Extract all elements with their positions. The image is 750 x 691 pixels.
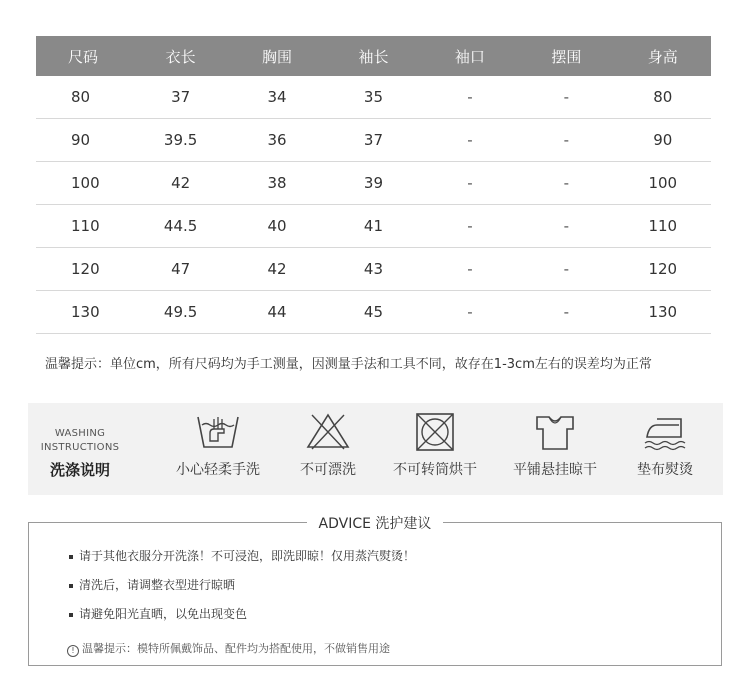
table-cell: - [518,205,614,248]
washing-instructions-band [28,403,723,495]
table-cell: 90 [615,119,711,162]
table-cell: 34 [229,76,325,119]
table-row [36,162,711,205]
advice-title-wrapper [29,513,721,533]
wash-label-no-tumble-dry: 不可转筒烘干 [393,462,477,478]
table-cell: 45 [325,291,421,334]
table-cell: 47 [132,248,228,291]
table-row [36,291,711,334]
no-bleach-icon [304,411,352,453]
wash-label-no-bleach: 不可漂洗 [300,462,356,478]
table-cell: 42 [229,248,325,291]
advice-item-text: 请避免阳光直晒，以免出现变色 [79,607,248,621]
table-cell: - [518,248,614,291]
wash-item-iron-with-cloth [620,411,710,479]
table-cell: 36 [229,119,325,162]
column-header-length: 衣长 [132,36,228,76]
bullet-icon [69,584,73,588]
table-cell: - [422,119,518,162]
table-row [36,76,711,119]
table-cell: - [422,205,518,248]
washing-title-zh: 洗涤说明 [49,461,110,479]
advice-title: ADVICE 洗护建议 [307,516,444,532]
measurement-tip: 温馨提示：单位cm，所有尺码均为手工测量，因测量手法和工具不同，故存在1-3cm左右的误差均为正常 [45,357,652,372]
table-cell: 100 [615,162,711,205]
table-cell: - [422,248,518,291]
column-header-size: 尺码 [36,36,132,76]
advice-note-text: 温馨提示：模特所佩戴饰品、配件均为搭配使用，不做销售用途 [82,642,390,655]
advice-box [28,516,722,666]
table-cell: 39.5 [132,119,228,162]
wash-item-hand-wash [168,411,268,479]
washing-title [28,427,132,480]
table-cell: 80 [36,76,132,119]
washing-title-en-line1: WASHING [54,428,106,439]
table-cell: 37 [325,119,421,162]
size-table [36,36,711,334]
advice-list [69,547,415,634]
table-cell: - [518,119,614,162]
table-cell: - [518,162,614,205]
dry-flat-icon [531,411,579,453]
table-cell: 110 [36,205,132,248]
advice-note [67,640,390,657]
bullet-icon [69,555,73,559]
table-row [36,205,711,248]
table-cell: - [422,291,518,334]
advice-item-text: 请于其他衣服分开洗涤！不可浸泡，即洗即晾！仅用蒸汽熨烫！ [79,549,416,563]
wash-label-hand-wash: 小心轻柔手洗 [176,462,260,478]
hand-wash-icon [194,411,242,453]
wash-item-no-bleach [283,411,373,479]
table-cell: - [518,76,614,119]
table-cell: - [422,76,518,119]
washing-title-en-line2: INSTRUCTIONS [40,442,120,453]
column-header-hem: 摆围 [518,36,614,76]
column-header-cuff: 袖口 [422,36,518,76]
table-cell: 37 [132,76,228,119]
wash-item-dry-flat [500,411,610,479]
table-cell: 130 [615,291,711,334]
iron-with-cloth-icon [641,411,689,453]
table-cell: 39 [325,162,421,205]
no-tumble-dry-icon [411,411,459,453]
table-cell: 120 [615,248,711,291]
size-table-header-row [36,36,711,76]
table-cell: 43 [325,248,421,291]
list-item [69,605,415,634]
table-cell: 40 [229,205,325,248]
table-cell: 90 [36,119,132,162]
table-cell: 130 [36,291,132,334]
table-cell: 49.5 [132,291,228,334]
table-cell: 42 [132,162,228,205]
wash-label-dry-flat: 平铺悬挂晾干 [513,462,597,478]
table-row [36,248,711,291]
info-icon: ! [67,645,79,657]
table-cell: - [422,162,518,205]
table-cell: - [518,291,614,334]
list-item [69,576,415,605]
table-row [36,119,711,162]
column-header-height: 身高 [615,36,711,76]
table-cell: 41 [325,205,421,248]
column-header-sleeve-length: 袖长 [325,36,421,76]
column-header-chest: 胸围 [229,36,325,76]
table-cell: 80 [615,76,711,119]
list-item [69,547,415,576]
table-cell: 35 [325,76,421,119]
table-cell: 44 [229,291,325,334]
table-cell: 38 [229,162,325,205]
wash-item-no-tumble-dry [380,411,490,479]
table-cell: 44.5 [132,205,228,248]
wash-label-iron-with-cloth: 垫布熨烫 [637,462,693,478]
table-cell: 100 [36,162,132,205]
table-cell: 110 [615,205,711,248]
table-cell: 120 [36,248,132,291]
bullet-icon [69,613,73,617]
advice-item-text: 清洗后，请调整衣型进行晾晒 [79,578,236,592]
